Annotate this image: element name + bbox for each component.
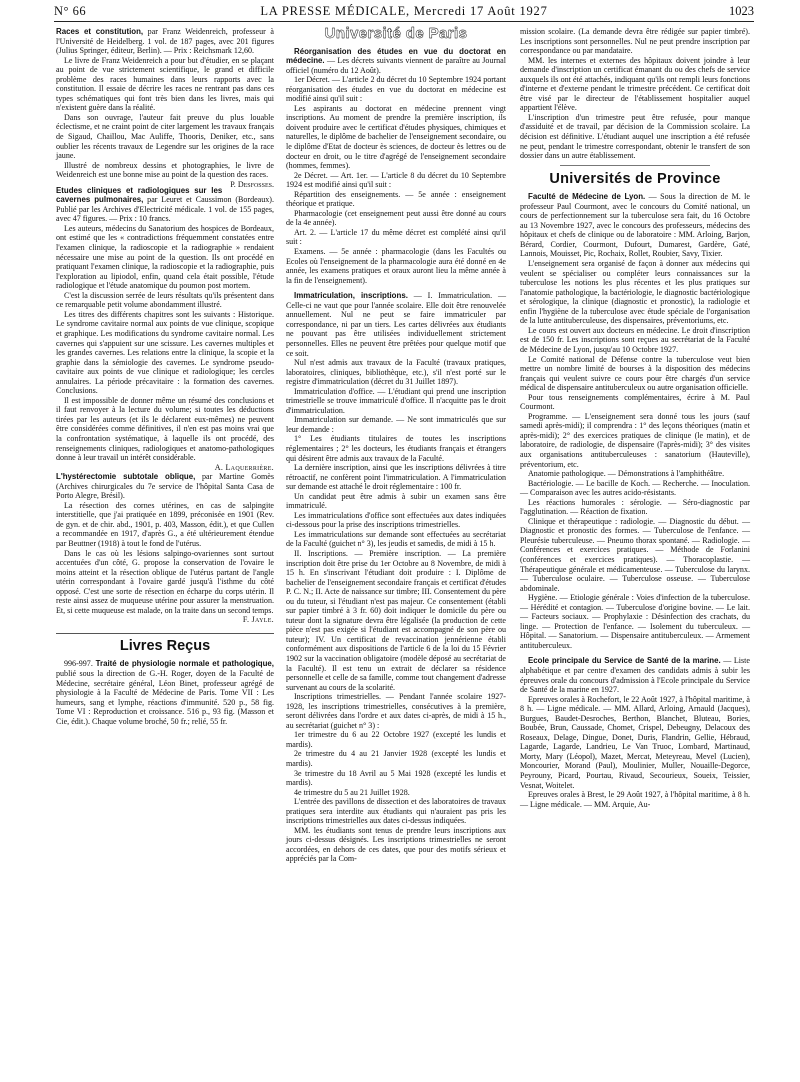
paragraph: II. Inscriptions. — Première inscription. — La première inscription doit être prise du 1er Octobre au 8 Novembre, de midi à 15 h. En s'inscrivant l'étudiant doit produire : I. Diplôme de bachelier de l'enseignement secondaire français et certificat d'études P. C. N.; II. Acte de naissance sur timbre; III. Consentement du père ou du tuteur, si l'étudiant n'est pas majeur. Ce consentement (établi sur papier timbré à 3 fr. 60) doit indiquer le domicile du père ou tuteur dont la signature devra être légalisée (la production de cette pièce n'est pas exigée si l'étudiant est accompagné de son père ou tuteur); IV. Un certificat de revaccination jennérienne établi conformément aux dispositions de l'article 6 de la loi du 15 Février 1902 sur la vaccination obligatoire (modèle déposé au secrétariat de la Faculté). Il est tenu un extrait de déclarer sa résidence personnelle et celle de sa famille, comme tout changement d'adresse survenant au cours de la scolarité. bbox=[286, 548, 506, 692]
paragraph: Il est impossible de donner même un résumé des conclusions et il faut renvoyer à la lecture du volume; si toutes les déductions tirées par les auteurs (et ils le déclarent eux-mêmes) ne peuvent être considérées comme définitives, il n'en est pas moins vrai que la confrontation systématique, à laquelle ils ont procédé, des renseignements cliniques, radiologiques et anatomo-pathologiques donne à leur travail un intérêt considérable. bbox=[56, 395, 274, 463]
paragraph: Le cours est ouvert aux docteurs en médecine. Le droit d'inscription est de 150 fr. Les inscriptions sont reçues au secrétariat de la Faculté de Médecine de Lyon, jusqu'au 10 Octobre 1927. bbox=[520, 325, 750, 354]
paragraph: Epreuves orales à Brest, le 29 Août 1927, à l'hôpital maritime, à 8 h. — Ligne médicale. — MM. Arquie, Au- bbox=[520, 790, 750, 809]
paragraph: La dernière inscription, ainsi que les inscriptions délivrées à titre rétroactif, ne confèrent point l'immatriculation. A l'immatriculation sur demande est attaché le droit réglementaire : 100 fr. bbox=[286, 463, 506, 492]
paragraph: 4e trimestre du 5 au 21 Juillet 1928. bbox=[294, 787, 410, 797]
signature: A. Laquerrière. bbox=[214, 462, 274, 472]
paragraph: Epreuves orales à Rochefort, le 22 Août 1927, à l'hôpital maritime, à 8 h. — Ligne médicale. — MM. Allard, Arloing, Arnauld (Jacques), Burgues, Baudet-Desroches, Berthon, Blanchet, Bluteau, Bories, Boubée, Brun, Caussade, Chomet, Crispel, Debeugny, Delacoux des Roseaux, Delage, Dingue, Donet, Duris, Flandrin, Gellie, Hébraud, Lagarde, Lagarde, Landrieu, Le Van Truoc, Lombard, Martinaud, Morty, Mary (Léopol), Mazet, Mercat, Meteyreau, Mevel (Lucien), Moncourier, Morand (Paul), Moulinier, Muller, Nouaille-Degorce, Peyrouny, Picard, Pourtau, Rivaud, Secourieux, Soueix, Teissier, Vesnat, Woitelet. bbox=[520, 694, 750, 790]
paragraph: Hygiène. — Etiologie générale : Voies d'infection de la tuberculose. — Hérédité et contagion. — Tuberculose d'origine bovine. — Le lait. — Facteurs sociaux. — Prophylaxie : Désinfection des crachats, du linge. — Protection de l'enfance. — Isolement du tuberculeux. — Hôpital. — Sanatorium. — Dispensaire antituberculeux. — Armement antituberculeux. bbox=[520, 593, 750, 650]
paragraph: Les aspirants au doctorat en médecine prennent vingt inscriptions. Au moment de prendre la première inscription, ils doivent produire avec le certificat d'études physiques, chimiques et naturelles, le diplôme de bachelier de l'enseignement secondaire, ou le diplôme d'Etat de docteur ès sciences, de docteur ès lettres ou de docteur en droit, ou le titre d'agrégé de l'enseignement secondaire (hommes, femmes). bbox=[286, 103, 506, 171]
paragraph: C'est la discussion serrée de leurs résultats qu'ils présentent dans ce remarquable petit volume abondamment illustré. bbox=[56, 290, 274, 310]
paragraph: Illustré de nombreux dessins et photographies, le livre de Weidenreich est une bonne mise au point de la question des races. P. Desfosses. bbox=[56, 160, 274, 189]
paragraph: 3e trimestre du 18 Avril au 5 Mai 1928 (excepté les lundis et mardis). bbox=[286, 768, 506, 788]
paragraph: Pour tous renseignements complémentaires, écrire à M. Paul Courmont. bbox=[520, 392, 750, 412]
paragraph: mission scolaire. (La demande devra être rédigée sur papier timbré). Les inscriptions sont personnelles. Nul ne peut prendre inscription par correspondance ou par mandataire. bbox=[520, 27, 750, 56]
journal-title: LA PRESSE MÉDICALE, Mercredi 17 Août 1927 bbox=[260, 4, 548, 18]
section-reorganisation: Réorganisation des études en vue du doctorat en médecine. — Les décrets suivants viennent de paraître au Journal officiel (numéro du 12 Août). bbox=[286, 46, 506, 75]
signature: P. Desfosses. bbox=[230, 179, 274, 189]
paragraph: 2e trimestre du 4 au 21 Janvier 1928 (excepté les lundis et mardis). bbox=[286, 749, 506, 769]
paragraph: Le livre de Franz Weidenreich a pour but d'étudier, en se plaçant au point de vue strictement scientifique, le grand et difficile problème des races humaines dans leurs rapports avec la constitution. Il essaie de décrire les races ne rentrant pas dans ces types schématiques qui font très bien dans les livres, mais qui n'existent guère dans la réalité. bbox=[56, 55, 274, 113]
paragraph: Les immatriculations sur demande sont effectuées au secrétariat de la Faculté (guichet n° 3), les jeudis et samedis, de midi à 15 h. bbox=[286, 529, 506, 549]
divider bbox=[560, 165, 710, 166]
paragraph: 1° Les étudiants titulaires de toutes les inscriptions réglementaires ; 2° les docteurs, les étudiants français et étrangers qui désirent être admis aux travaux de la Faculté. bbox=[286, 434, 506, 463]
universites-province-title: Universités de Province bbox=[549, 170, 721, 187]
column-middle bbox=[286, 27, 506, 864]
paragraph: L'inscription d'un trimestre peut être refusée, pour manque d'assiduité et de travail, par décision de la Commission scolaire. La décision est définitive. L'étudiant auquel une inscription a été refusée ne peut, pendant le trimestre correspondant, obtenir le transfert de son dossier dans un autre établissement. bbox=[520, 112, 750, 161]
paragraph: L'enseignement sera organisé de façon à donner aux médecins qui veulent se spécialiser ou compléter leurs connaissances sur la tuberculose les notions les plus récentes et les plus pratiques sur l'anatomie pathologique, la bactériologie, le diagnostic bactériologique et sérologique, la clinique (diagnostic et pronostic), la radiologie et enfin l'hygiène de la tuberculose avec étude spéciale de l'organisation de la lutte antituberculeuse, des dispensaires, préventoriums, etc. bbox=[520, 259, 750, 326]
paragraph: MM. les internes et externes des hôpitaux doivent joindre à leur demande d'inscription un certificat émanant du ou des chefs de service auxquels ils ont été attachés, indiquant qu'ils ont rempli leurs fonctions d'interne et d'externe pendant le trimestre précédent. Ce certificat doit être visé par le directeur de l'établissement hospitalier auquel appartient l'élève. bbox=[520, 55, 750, 113]
paragraph: Programme. — L'enseignement sera donné tous les jours (sauf samedi après-midi); il comprendra : 1° des leçons théoriques (matin et après-midi); 2° des exercices pratiques de clinique (le matin), et de laboratoire, de radiologie, de dispensaire (l'après-midi); 3° des visites aux organisations antituberculeuses : sanatorium (Hauteville), préventorium, etc. bbox=[520, 411, 750, 469]
paragraph: MM. les étudiants sont tenus de prendre leurs inscriptions aux jours ci-dessus désignés. Les inscriptions trimestrielles ne seront accordées, en dehors de ces dates, que pour des motifs sérieux et appréciés par la Com- bbox=[286, 825, 506, 864]
section-immatriculation: Immatriculation, inscriptions. — I. Immatriculation. — Celle-ci ne vaut que pour l'année scolaire. Elle doit être renouvelée annuellement. Nul ne peut se faire immatriculer par correspondance, ni par un tiers. Les cartes délivrées aux étudiants ne pouvant pas être utilisées individuellement strictement personnelles. Elles ne peuvent être prêtées pour quelque motif que ce soit. bbox=[286, 291, 506, 358]
paragraph: Les immatriculations d'office sont effectuées aux dates indiquées ci-dessous pour la prise des inscriptions trimestrielles. bbox=[286, 510, 506, 530]
livres-recus-title: Livres Reçus bbox=[56, 633, 274, 652]
page-number: 1023 bbox=[729, 4, 754, 18]
paragraph: Les titres des différents chapitres sont les suivants : Historique. Le syndrome cavitaire normal aux points de vue clinique, scopique et graphique. Les modifications du syndrome cavitaire normal. Les cavernes qui s'appuient sur une scissure. Les cavernes multiples et les grandes cavernes. Les relations entre la clinique, la scopie et la graphie dans la sémiologie des cavernes. Le syndrome pseudo-cavitaire aux points de vue clinique et radiologique; les cercles annulaires. La période précavitaire : la formation des cavernes. Conclusions. bbox=[56, 309, 274, 396]
review-cavernes: Etudes cliniques et radiologiques sur les cavernes pulmonaires, par Leuret et Caussimon (Bordeaux). Publié par les Archives d'Electricité médicale. 1 vol. de 155 pages, avec 47 figures. — Prix : 10 francs. bbox=[56, 185, 274, 224]
book-entry: 996-997. Traité de physiologie normale et pathologique, publié sous la direction de G.-H. Roger, doyen de la Faculté de Médecine, secrétaire général, Léon Binet, professeur agrégé de physiologie à la Faculté de Médecine de Paris. Tome VII : Les humeurs, sang et lymphe, réactions d'immunité. 520 p., 58 fig. Tome VI : Reproduction et croissance. 516 p., 93 fig. (Masson et Cie, édit.). Chaque volume broché, 50 fr.; relié, 55 fr. bbox=[56, 659, 275, 726]
paragraph: Dans son ouvrage, l'auteur fait preuve du plus louable éclectisme, et ne craint point de citer largement les travaux français de Sigaud, Chaillou, Mac Auliffe, Thooris, Deniker, etc., sans oublier les récents travaux de Legendre sur les origines de la race jaune. bbox=[56, 112, 274, 161]
section-lyon: Faculté de Médecine de Lyon. — Sous la direction de M. le professeur Paul Courmont, avec le concours du Comité national, un cours de perfectionnement sur la tuberculose sera fait, du 16 Octobre au 13 Novembre 1927, avec le concours des professeurs, médecins des hôpitaux et chefs de clinique ou de laboratoire : MM. Arloing, Barjon, Bérard, Cordier, Courmont, Dufourt, Dumarest, Gardère, Gaté, Lannois, Mouisset, Pic, Rochaix, Rollet, Roubier, Savy, Tixier. bbox=[520, 192, 750, 259]
paragraph: L'entrée des pavillons de dissection et des laboratoires de travaux pratiques sera interdite aux étudiants qui n'auraient pas pris les inscriptions trimestrielles aux dates ci-dessus indiquées. bbox=[286, 797, 506, 826]
column-left bbox=[56, 27, 274, 726]
universite-paris-title: Université de Paris bbox=[324, 25, 468, 42]
paragraph: Inscriptions trimestrielles. — Pendant l'année scolaire 1927-1928, les inscriptions trimestrielles, consécutives à la première, seront délivrées dans l'ordre et aux dates ci-après, de midi à 15 h., au secrétariat (guichet n° 3) : bbox=[286, 692, 506, 730]
paragraph: Un candidat peut être admis à subir un examen sans être immatriculé. bbox=[286, 491, 506, 511]
paragraph: Bactériologie. — Le bacille de Koch. — Recherche. — Inoculation. — Comparaison avec les autres acido-résistants. bbox=[520, 478, 750, 498]
paragraph: Immatriculation sur demande. — Ne sont immatriculés que sur leur demande : bbox=[286, 415, 506, 434]
section-service-sante: Ecole principale du Service de Santé de la marine. — Liste alphabétique et par centre d'examen des candidats admis à subir les épreuves orale du concours d'admission à l'Ecole principale du Service de Santé de la marine en 1927. bbox=[520, 656, 750, 695]
paragraph: Répartition des enseignements. — 5e année : enseignement théorique et pratique. bbox=[286, 189, 506, 209]
issue-number: N° 66 bbox=[54, 4, 87, 18]
paragraph: Art. 2. — L'article 17 du même décret est complété ainsi qu'il suit : bbox=[286, 227, 506, 247]
paragraph: Dans le cas où les lésions salpingo-ovariennes sont surtout accentuées d'un côté, G. propose la conservation de l'ovaire le moins atteint et la résection oblique de l'utérus partant de l'angle utérin correspondant à l'ovaire gardé jusqu'à l'isthme du côté opposé. C'est une sorte de résection en écharpe du corps utérin. Il reste ainsi assez de muqueuse utérine pour assurer la menstruation. Et, si cette muqueuse est malade, on la traite dans un second temps. bbox=[56, 548, 274, 615]
column-right bbox=[520, 27, 750, 809]
paragraph: Les réactions humorales : sérologie. — Séro-diagnostic par l'agglutination. — Réaction de fixation. bbox=[520, 497, 750, 517]
paragraph: Le Comité national de Défense contre la tuberculose veut bien mettre un nombre limité de bourses à la disposition des médecins français qui veulent suivre ce cours pour être chargés d'un service médical de dispensaire antituberculeux ou autre organisation officielle. bbox=[520, 354, 750, 393]
paragraph: Les auteurs, médecins du Sanatorium des hospices de Bordeaux, ont estimé que les « contradictions fréquemment constatées entre l'examen clinique, la radioscopie et la radiographie » rendaient nécessaire une mise au point de la question. Ils ont procédé en pratiquant l'examen clinique, la radioscopie et la radiographie, puis l'exploration au lipiodol, enfin, quand cela était possible, l'étude radiologique et l'étude anatomique du poumon post mortem. bbox=[56, 223, 274, 291]
paragraph: Immatriculation d'office. — L'étudiant qui prend une inscription trimestrielle se trouve immatriculé d'office. Il n'acquitte pas le droit d'immatriculation. bbox=[286, 386, 506, 415]
paragraph: Examens. — 5e année : pharmacologie (dans les Facultés ou Ecoles où l'enseignement de la pharmacologie aura été donné en 4e année, les examens pratiques et oraux auront lieu la même année à la fin de l'enseignement). bbox=[286, 247, 506, 285]
paragraph: Clinique et thérapeutique : radiologie. — Diagnostic du début. — Diagnostic et pronostic des formes. — Tuberculose de l'enfance. — Pleurésie tuberculeuse. — Pneumo thorax spontané. — Radiologie. — Conférences et exercices pratiques. — Méthode de Forlanini (conférences et exercices pratiques). — Thoracoplastie. — Thérapeutique générale et médicamenteuse. — Tuberculose du larynx. — Tuberculose oculaire. — Tuberculose osseuse. — Tuberculose abdominale. bbox=[520, 516, 750, 593]
paragraph: Pharmacologie (cet enseignement peut aussi être donné au cours de la 4e année). bbox=[286, 208, 506, 228]
paragraph: La résection des cornes utérines, en cas de salpingite interstitielle, que j'ai pratiquée en 1899, préconisée en 1901 (Rev. de gyn. et de chir. abd., 1901, p. 403, Masson, édit.), et que Cullen a recommandée en 1917, d'après G., a été ultérieurement étendue par Beuttner (1918) à tout le fond de l'utérus. bbox=[56, 500, 274, 548]
header-rule bbox=[54, 21, 754, 22]
review-races: Races et constitution, par Franz Weidenreich, professeur à l'Université de Heidelberg. 1 vol. de 187 pages, avec 201 figures (Julius Springer, éditeur, Berlin). — Prix : Reichsmark 12,60. bbox=[56, 27, 274, 56]
paragraph: Anatomie pathologique. — Démonstrations à l'amphithéâtre. bbox=[528, 469, 725, 479]
signature: F. Jayle. bbox=[242, 615, 274, 625]
paragraph: 1er Décret. — L'article 2 du décret du 10 Septembre 1924 portant réorganisation des études en vue du doctorat en médecine est modifié ainsi qu'il suit : bbox=[286, 75, 506, 104]
paragraph: Nul n'est admis aux travaux de la Faculté (travaux pratiques, laboratoires, cliniques, bibliothèque, etc.), s'il n'est porté sur le registre d'immatriculation (décret du 31 Juillet 1897). bbox=[286, 358, 506, 387]
paragraph: 1er trimestre du 6 au 22 Octobre 1927 (excepté les lundis et mardis). bbox=[286, 730, 506, 749]
paragraph: 2e Décret. — Art. 1er. — L'article 8 du décret du 10 Septembre 1924 est modifié ainsi qu'il suit : bbox=[286, 170, 506, 190]
review-hysterectomie: L'hystérectomie subtotale oblique, par Martine Gomès (Archives chirurgicales du 7e service de l'hôpital Santa Casa de Porto Alegre, Brésil). bbox=[56, 472, 274, 501]
